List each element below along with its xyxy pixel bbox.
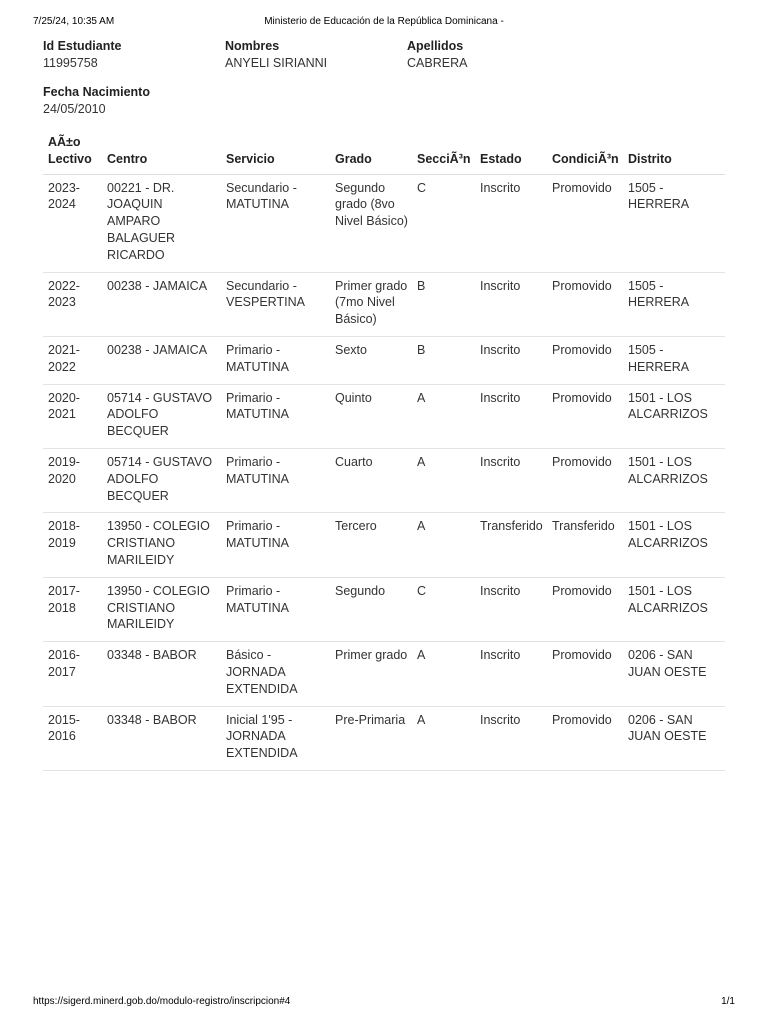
cell-servicio: Inicial 1'95 - JORNADA EXTENDIDA	[221, 706, 330, 770]
cell-servicio: Primario - MATUTINA	[221, 513, 330, 577]
cell-seccion: A	[412, 513, 475, 577]
cell-grado: Sexto	[330, 336, 412, 384]
cell-centro: 03348 - BABOR	[102, 706, 221, 770]
student-id-label: Id Estudiante	[43, 39, 122, 53]
page-title: Ministerio de Educación de la República Dominicana -	[264, 16, 504, 27]
student-nombres-value: ANYELI SIRIANNI	[225, 56, 328, 70]
student-apellidos-label: Apellidos	[407, 39, 464, 53]
enrollment-table-header	[43, 134, 725, 174]
cell-seccion: C	[412, 174, 475, 272]
cell-seccion: C	[412, 577, 475, 641]
cell-servicio: Secundario - MATUTINA	[221, 174, 330, 272]
student-info	[43, 38, 733, 130]
student-apellidos-value: CABRERA	[407, 56, 468, 70]
cell-grado: Primer grado (7mo Nivel Básico)	[330, 272, 412, 336]
cell-seccion: A	[412, 642, 475, 706]
table-row	[43, 448, 725, 512]
cell-servicio: Primario - MATUTINA	[221, 448, 330, 512]
student-id-field	[43, 38, 225, 72]
cell-distrito: 1501 - LOS ALCARRIZOS	[623, 384, 725, 448]
cell-distrito: 0206 - SAN JUAN OESTE	[623, 706, 725, 770]
column-header-seccion: SecciÃ³n	[412, 134, 475, 174]
column-header-ano-lectivo: AÃ±o Lectivo	[43, 134, 102, 174]
cell-grado: Segundo	[330, 577, 412, 641]
cell-estado: Inscrito	[475, 174, 547, 272]
print-datetime: 7/25/24, 10:35 AM	[33, 16, 115, 27]
cell-distrito: 1501 - LOS ALCARRIZOS	[623, 577, 725, 641]
cell-estado: Inscrito	[475, 642, 547, 706]
student-birth-row	[43, 84, 733, 118]
student-nombres-label: Nombres	[225, 39, 280, 53]
cell-ano-lectivo: 2023-2024	[43, 174, 102, 272]
cell-distrito: 1505 - HERRERA	[623, 272, 725, 336]
cell-servicio: Primario - MATUTINA	[221, 384, 330, 448]
cell-seccion: A	[412, 448, 475, 512]
cell-centro: 13950 - COLEGIO CRISTIANO MARILEIDY	[102, 577, 221, 641]
cell-distrito: 1505 - HERRERA	[623, 336, 725, 384]
cell-condicion: Promovido	[547, 272, 623, 336]
column-header-grado: Grado	[330, 134, 412, 174]
cell-distrito: 1505 - HERRERA	[623, 174, 725, 272]
cell-centro: 00238 - JAMAICA	[102, 336, 221, 384]
cell-centro: 00238 - JAMAICA	[102, 272, 221, 336]
cell-condicion: Promovido	[547, 336, 623, 384]
cell-servicio: Básico - JORNADA EXTENDIDA	[221, 642, 330, 706]
cell-centro: 03348 - BABOR	[102, 642, 221, 706]
cell-ano-lectivo: 2018-2019	[43, 513, 102, 577]
enrollment-table-body	[43, 174, 725, 770]
cell-estado: Inscrito	[475, 706, 547, 770]
cell-condicion: Transferido	[547, 513, 623, 577]
column-header-estado: Estado	[475, 134, 547, 174]
cell-centro: 13950 - COLEGIO CRISTIANO MARILEIDY	[102, 513, 221, 577]
cell-ano-lectivo: 2015-2016	[43, 706, 102, 770]
cell-grado: Quinto	[330, 384, 412, 448]
table-row	[43, 384, 725, 448]
cell-grado: Cuarto	[330, 448, 412, 512]
cell-servicio: Secundario - VESPERTINA	[221, 272, 330, 336]
student-id-value: 11995758	[43, 56, 98, 70]
cell-estado: Inscrito	[475, 577, 547, 641]
enrollment-table	[43, 134, 725, 771]
table-row	[43, 642, 725, 706]
student-fecha-value: 24/05/2010	[43, 102, 106, 116]
table-row	[43, 706, 725, 770]
cell-grado: Pre-Primaria	[330, 706, 412, 770]
cell-centro: 05714 - GUSTAVO ADOLFO BECQUER	[102, 384, 221, 448]
student-info-row	[43, 38, 733, 72]
student-fecha-field	[43, 84, 150, 118]
cell-seccion: B	[412, 336, 475, 384]
cell-distrito: 1501 - LOS ALCARRIZOS	[623, 448, 725, 512]
table-row	[43, 174, 725, 272]
table-row	[43, 513, 725, 577]
cell-grado: Segundo grado (8vo Nivel Básico)	[330, 174, 412, 272]
column-header-centro: Centro	[102, 134, 221, 174]
table-header-row	[43, 134, 725, 174]
cell-centro: 00221 - DR. JOAQUIN AMPARO BALAGUER RICARDO	[102, 174, 221, 272]
cell-distrito: 0206 - SAN JUAN OESTE	[623, 642, 725, 706]
cell-condicion: Promovido	[547, 384, 623, 448]
table-row	[43, 272, 725, 336]
cell-estado: Inscrito	[475, 448, 547, 512]
column-header-distrito: Distrito	[623, 134, 725, 174]
student-nombres-field	[225, 38, 407, 72]
cell-condicion: Promovido	[547, 448, 623, 512]
cell-ano-lectivo: 2020-2021	[43, 384, 102, 448]
cell-grado: Primer grado	[330, 642, 412, 706]
cell-ano-lectivo: 2022-2023	[43, 272, 102, 336]
cell-condicion: Promovido	[547, 174, 623, 272]
page-number: 1/1	[721, 996, 735, 1007]
cell-seccion: A	[412, 384, 475, 448]
cell-condicion: Promovido	[547, 706, 623, 770]
cell-servicio: Primario - MATUTINA	[221, 577, 330, 641]
cell-condicion: Promovido	[547, 577, 623, 641]
page-url: https://sigerd.minerd.gob.do/modulo-registro/inscripcion#4	[33, 996, 291, 1007]
print-header	[33, 16, 735, 30]
column-header-condicion: CondiciÃ³n	[547, 134, 623, 174]
cell-estado: Inscrito	[475, 272, 547, 336]
table-row	[43, 336, 725, 384]
cell-ano-lectivo: 2017-2018	[43, 577, 102, 641]
cell-estado: Inscrito	[475, 384, 547, 448]
cell-seccion: A	[412, 706, 475, 770]
student-apellidos-field	[407, 38, 607, 72]
cell-estado: Transferido	[475, 513, 547, 577]
student-fecha-label: Fecha Nacimiento	[43, 85, 150, 99]
cell-servicio: Primario - MATUTINA	[221, 336, 330, 384]
column-header-servicio: Servicio	[221, 134, 330, 174]
cell-seccion: B	[412, 272, 475, 336]
cell-centro: 05714 - GUSTAVO ADOLFO BECQUER	[102, 448, 221, 512]
cell-condicion: Promovido	[547, 642, 623, 706]
cell-ano-lectivo: 2016-2017	[43, 642, 102, 706]
print-footer	[33, 996, 735, 1010]
cell-estado: Inscrito	[475, 336, 547, 384]
cell-grado: Tercero	[330, 513, 412, 577]
cell-ano-lectivo: 2021-2022	[43, 336, 102, 384]
table-row	[43, 577, 725, 641]
cell-ano-lectivo: 2019-2020	[43, 448, 102, 512]
cell-distrito: 1501 - LOS ALCARRIZOS	[623, 513, 725, 577]
